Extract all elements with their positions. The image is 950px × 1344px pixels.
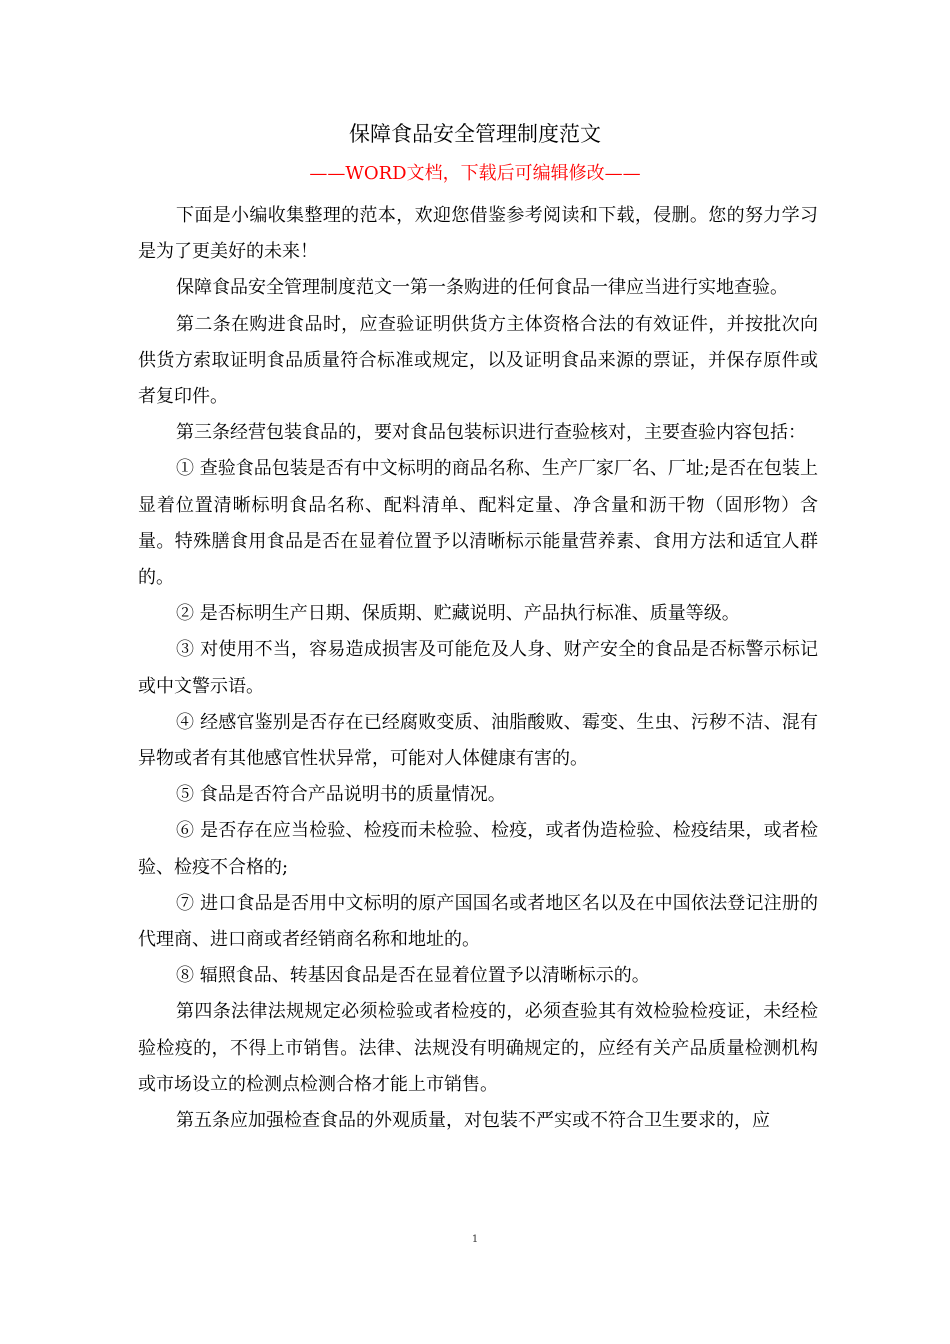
page-number: 1 <box>471 1234 479 1245</box>
list-item-8: ⑧ 辐照食品、转基因食品是否在显着位置予以清晰标示的。 <box>176 965 650 987</box>
list-item-3: ③ 对使用不当，容易造成损害及可能危及人身、财产安全的食品是否标警示标记或中文警示语。 <box>138 639 818 697</box>
paragraph-article-1: 保障食品安全管理制度范文一第一条购进的任何食品一律应当进行实地查验。 <box>176 277 788 299</box>
list-item-1: ① 查验食品包装是否有中文标明的商品名称、生产厂家厂名、厂址;是否在包装上显着位置清晰标明食品名称、配料清单、配料定量、净含量和沥干物（固形物）含量。特殊膳食用食品是否在显着位置予以清晰标示能量营养素、食用方法和适宜人群的。 <box>138 458 818 589</box>
paragraph-article-5: 第五条应加强检查食品的外观质量，对包装不严实或不符合卫生要求的，应 <box>176 1110 770 1132</box>
document-title: 保障食品安全管理制度范文 <box>349 122 601 146</box>
list-item-2: ② 是否标明生产日期、保质期、贮藏说明、产品执行标准、质量等级。 <box>176 603 740 625</box>
document-body <box>138 198 818 1139</box>
list-item-7: ⑦ 进口食品是否用中文标明的原产国国名或者地区名以及在中国依法登记注册的代理商、进口商或者经销商名称和地址的。 <box>138 892 818 951</box>
document-subtitle: ——WORD文档，下载后可编辑修改—— <box>309 163 641 184</box>
paragraph-article-3: 第三条经营包装食品的，要对食品包装标识进行查验核对，主要查验内容包括： <box>176 422 806 444</box>
list-item-6: ⑥ 是否存在应当检验、检疫而未检验、检疫，或者伪造检验、检疫结果，或者检验、检疫不合格的; <box>138 820 818 878</box>
paragraph-article-4: 第四条法律法规规定必须检验或者检疫的，必须查验其有效检验检疫证，未经检验检疫的，不得上市销售。法律、法规没有明确规定的，应经有关产品质量检测机构或市场设立的检测点检测合格才能上市销售。 <box>138 1001 818 1095</box>
paragraph-intro: 下面是小编收集整理的范本，欢迎您借鉴参考阅读和下载，侵删。您的努力学习是为了更美好的未来！ <box>138 205 818 263</box>
paragraph-article-2: 第二条在购进食品时，应查验证明供货方主体资格合法的有效证件，并按批次向供货方索取证明食品质量符合标准或规定，以及证明食品来源的票证，并保存原件或者复印件。 <box>138 313 818 408</box>
list-item-5: ⑤ 食品是否符合产品说明书的质量情况。 <box>176 784 506 806</box>
list-item-4: ④ 经感官鉴别是否存在已经腐败变质、油脂酸败、霉变、生虫、污秽不洁、混有异物或者有其他感官性状异常，可能对人体健康有害的。 <box>138 711 818 770</box>
